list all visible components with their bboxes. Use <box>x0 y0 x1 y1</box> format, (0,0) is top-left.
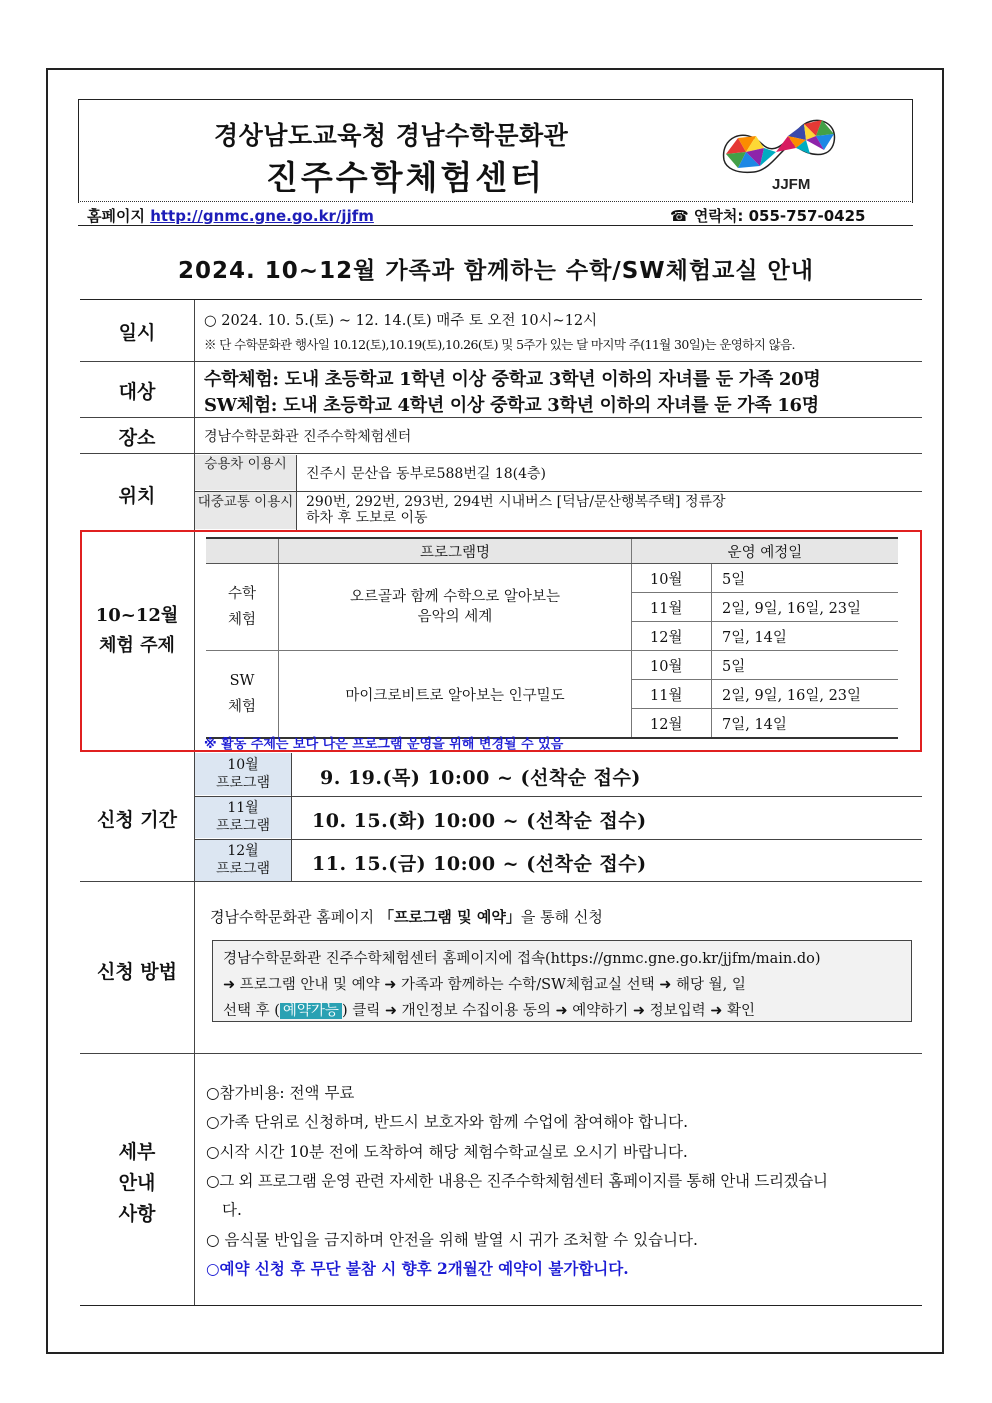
sw-program-name: 마이크로비트로 알아보는 인구밀도 <box>279 651 632 739</box>
period-tag-month: 12월 <box>227 843 259 859</box>
apply-method-label: 신청 방법 <box>96 961 178 983</box>
period-tag-dec <box>195 840 291 881</box>
schedule-line1: ○ 2024. 10. 5.(토) ~ 12. 14.(토) 매주 토 오전 10시~12시 <box>204 313 598 329</box>
math-name-line2: 음악의 세계 <box>417 609 493 625</box>
transit-label: 대중교통 이용시 <box>195 492 296 529</box>
period-text-oct: 9. 19.(목) 10:00 ~ (선착순 접수) <box>320 767 641 789</box>
apply-step-line2: ➜ 프로그램 안내 및 예약 ➜ 가족과 함께하는 수학/SW체험교실 선택 ➜ 해당 월, 일 <box>223 977 746 993</box>
detail-item: ○ 음식물 반입을 금지하며 안전을 위해 발열 시 귀가 조처할 수 있습니다. <box>206 1231 698 1249</box>
contact-label: ☎ 연락처: <box>670 207 744 225</box>
apply-step3-pre: 선택 후 ( <box>223 1003 280 1019</box>
table-row <box>206 564 898 593</box>
apply-step-line3 <box>223 998 901 1024</box>
org-name: 경상남도교육청 경남수학문화관 <box>214 121 569 150</box>
program-label <box>80 601 194 661</box>
schedule-line2: ※ 단 수학문화관 행사일 10.12(토),10.19(토),10.26(토) 및 5주가 있는 달 마지막 주(11월 30일)는 운영하지 않음. <box>204 337 795 352</box>
header-divider <box>78 201 913 202</box>
math-month: 10월 <box>632 564 712 593</box>
page-title: 2024. 10~12월 가족과 함께하는 수학/SW체험교실 안내 <box>178 258 814 284</box>
sw-month: 11월 <box>632 680 712 709</box>
row-divider <box>80 881 922 882</box>
apply-method-intro <box>210 906 603 927</box>
sw-category <box>206 651 279 739</box>
center-name: 진주수학체험센터 <box>266 158 546 197</box>
math-days: 5일 <box>712 564 899 593</box>
table-top-line <box>80 299 922 300</box>
program-table <box>206 537 898 739</box>
details-label-line1: 세부 <box>118 1141 156 1163</box>
car-value: 진주시 문산읍 동부로588번길 18(4층) <box>306 466 547 482</box>
row-divider <box>80 1053 922 1054</box>
row-divider <box>195 796 922 797</box>
transit-value <box>306 494 726 526</box>
math-category-line1: 수학 <box>227 586 256 602</box>
detail-item: 다. <box>222 1201 242 1219</box>
sw-days: 5일 <box>712 651 899 680</box>
sw-category-line1: SW <box>229 673 255 689</box>
schedule-label: 일시 <box>118 322 156 344</box>
period-text-dec: 11. 15.(금) 10:00 ~ (선착순 접수) <box>312 853 647 875</box>
math-category-line2: 체험 <box>227 612 256 628</box>
period-text-nov: 10. 15.(화) 10:00 ~ (선착순 접수) <box>312 810 647 832</box>
math-program-name <box>279 564 632 651</box>
sw-days: 7일, 14일 <box>712 709 899 739</box>
location-label: 위치 <box>118 485 156 507</box>
transit-line1: 290번, 292번, 293번, 294번 시내버스 [덕남/문산행복주택] 정류장 <box>306 494 726 510</box>
col-dates: 운영 예정일 <box>632 538 899 564</box>
logo-text: JJFM <box>772 176 811 193</box>
homepage-link[interactable]: http://gnmc.gne.go.kr/jjfm <box>150 207 374 225</box>
math-days: 2일, 9일, 16일, 23일 <box>712 593 899 622</box>
program-label-line2: 체험 주제 <box>99 635 175 656</box>
location-divider <box>296 455 297 530</box>
detail-item: ○시작 시간 10분 전에 도착하여 해당 체험수학교실로 오시기 바랍니다. <box>206 1143 688 1161</box>
place-value: 경남수학문화관 진주수학체험센터 <box>204 429 412 445</box>
car-label: 승용차 이용시 <box>195 455 296 490</box>
table-row <box>206 651 898 680</box>
header-bottom-line <box>78 225 913 226</box>
row-divider <box>80 453 922 454</box>
transit-line2: 하차 후 도보로 이동 <box>306 510 428 526</box>
column-divider <box>194 532 195 750</box>
math-month: 12월 <box>632 622 712 651</box>
period-tag-program: 프로그램 <box>215 861 271 877</box>
program-table-header <box>206 538 898 564</box>
sw-month: 12월 <box>632 709 712 739</box>
period-tag-program: 프로그램 <box>215 818 271 834</box>
detail-item-warning: ○예약 신청 후 무단 불참 시 향후 2개월간 예약이 불가합니다. <box>206 1259 629 1278</box>
apply-intro-pre: 경남수학문화관 홈페이지 <box>210 908 379 926</box>
row-divider <box>80 361 922 362</box>
math-days: 7일, 14일 <box>712 622 899 651</box>
apply-step3-post: ) 클릭 ➜ 개인정보 수집이용 동의 ➜ 예약하기 ➜ 정보입력 ➜ 확인 <box>341 1003 756 1019</box>
apply-steps-box <box>212 940 912 1022</box>
math-category <box>206 564 279 651</box>
reservation-available-badge: 예약가능 <box>280 1003 342 1019</box>
period-divider <box>291 753 292 881</box>
table-bottom-line <box>80 1305 922 1306</box>
target-sw: SW체험: 도내 초등학교 4학년 이상 중학교 3학년 이하의 자녀를 둔 가족 16명 <box>204 395 819 416</box>
row-divider <box>195 839 922 840</box>
row-divider <box>80 417 922 418</box>
apply-step-line1: 경남수학문화관 진주수학체험센터 홈페이지에 접속(https://gnmc.gne.go.kr/jjfm/main.do) <box>223 951 821 967</box>
detail-item: ○가족 단위로 신청하며, 반드시 보호자와 함께 수업에 참여해야 합니다. <box>206 1113 689 1131</box>
program-label-line1: 10~12월 <box>95 605 179 626</box>
apply-period-label: 신청 기간 <box>96 809 178 831</box>
apply-intro-bold: 「프로그램 및 예약」 <box>378 908 521 926</box>
period-tag-program: 프로그램 <box>215 775 271 791</box>
contact-line <box>670 205 865 226</box>
details-label <box>80 1137 194 1230</box>
place-label: 장소 <box>118 427 156 449</box>
math-name-line1: 오르골과 함께 수학으로 알아보는 <box>350 589 560 605</box>
sw-days: 2일, 9일, 16일, 23일 <box>712 680 899 709</box>
details-label-line3: 사항 <box>118 1203 156 1225</box>
location-row-divider <box>195 491 922 492</box>
detail-item: ○그 외 프로그램 운영 관련 자세한 내용은 진주수학체험센터 홈페이지를 통해 안내 드리겠습니 <box>206 1172 828 1190</box>
sw-month: 10월 <box>632 651 712 680</box>
target-math: 수학체험: 도내 초등학교 1학년 이상 중학교 3학년 이하의 자녀를 둔 가족 20명 <box>204 369 821 390</box>
contact-phone: 055-757-0425 <box>748 207 866 225</box>
program-change-note: ※ 활동 주제는 보다 나은 프로그램 운영을 위해 변경될 수 있음 <box>204 737 564 752</box>
jjfm-logo-icon <box>716 108 846 194</box>
homepage-line <box>87 205 374 226</box>
period-tag-nov <box>195 797 291 838</box>
period-tag-month: 11월 <box>227 800 259 816</box>
sw-category-line2: 체험 <box>227 699 256 715</box>
apply-intro-post: 을 통해 신청 <box>520 908 603 926</box>
period-tag-month: 10월 <box>227 757 259 773</box>
math-month: 11월 <box>632 593 712 622</box>
homepage-label: 홈페이지 <box>87 207 145 225</box>
period-tag-oct <box>195 753 291 795</box>
col-program-name: 프로그램명 <box>279 538 632 564</box>
target-label: 대상 <box>118 381 156 403</box>
details-label-line2: 안내 <box>118 1172 156 1194</box>
detail-item: ○참가비용: 전액 무료 <box>206 1084 355 1102</box>
